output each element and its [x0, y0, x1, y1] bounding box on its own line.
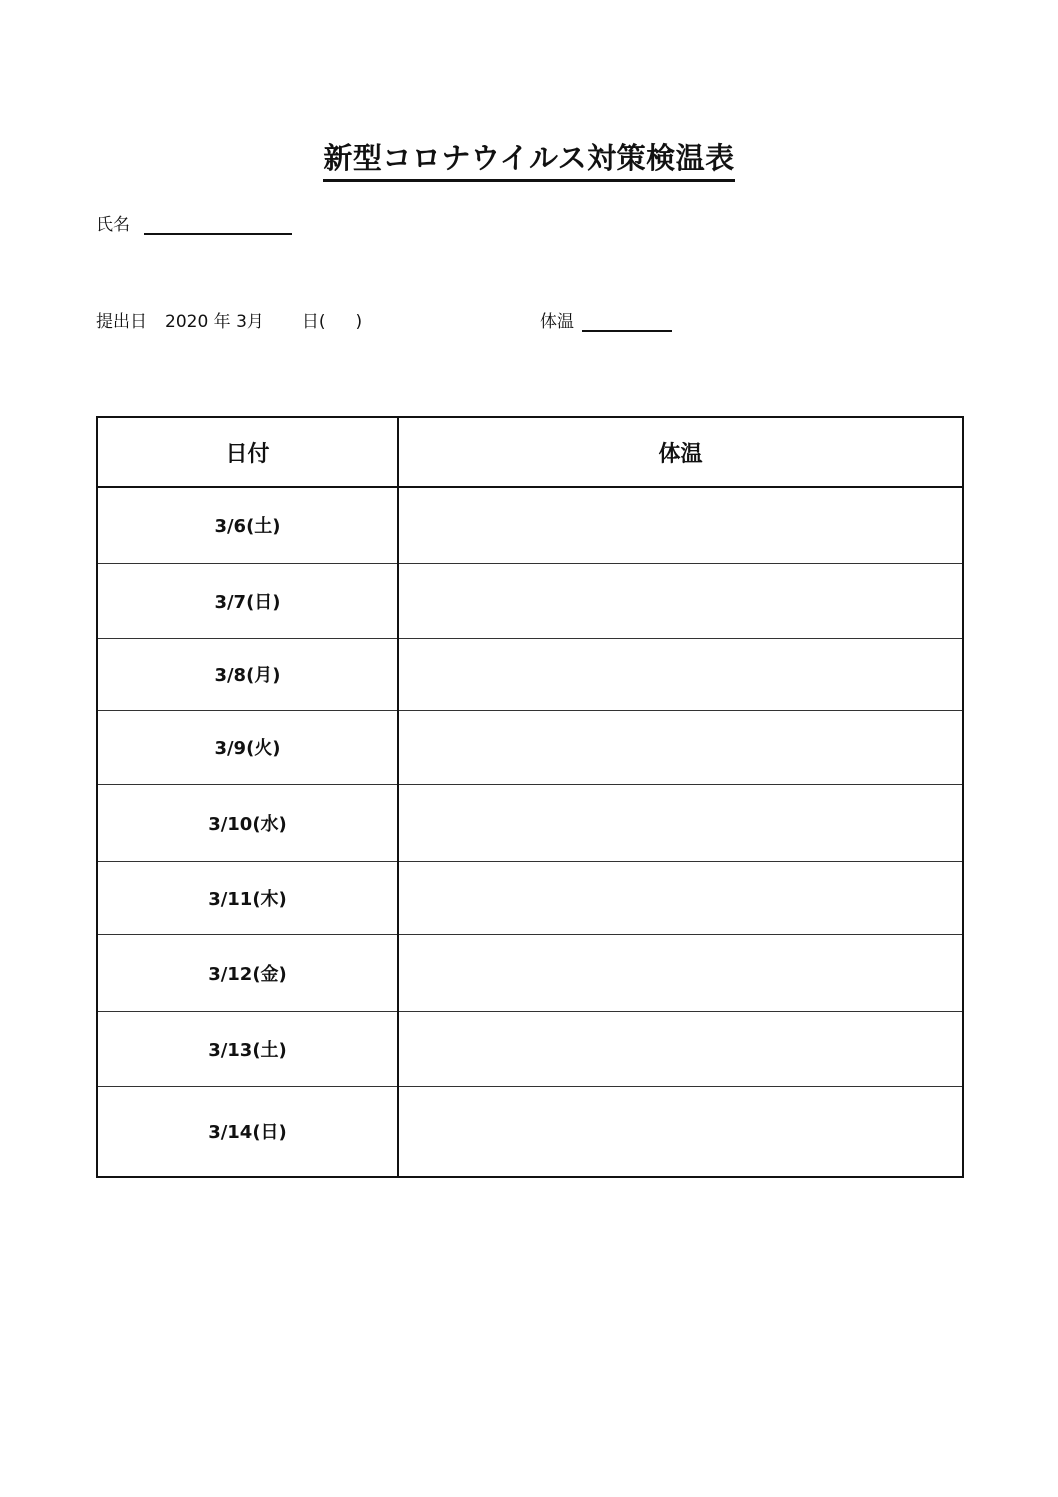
- date-cell: 3/7(日): [97, 563, 398, 638]
- table-row: [97, 934, 963, 1011]
- date-cell: 3/14(日): [97, 1086, 398, 1177]
- submit-date-label: 提出日: [96, 312, 147, 332]
- temperature-table: [96, 416, 964, 1178]
- submit-month: 3: [236, 312, 247, 332]
- date-cell: 3/13(土): [97, 1011, 398, 1086]
- table-row: [97, 638, 963, 710]
- temperature-cell[interactable]: [398, 784, 963, 861]
- temperature-blank[interactable]: [582, 310, 672, 332]
- table-row: [97, 563, 963, 638]
- temperature-cell[interactable]: [398, 487, 963, 563]
- temperature-row: [540, 307, 672, 332]
- date-cell: 3/12(金): [97, 934, 398, 1011]
- header-temperature: 体温: [398, 417, 963, 487]
- document-title: [0, 140, 1058, 182]
- name-label: 氏名: [96, 215, 130, 235]
- temperature-cell[interactable]: [398, 1086, 963, 1177]
- submit-day-suffix: 日(: [301, 312, 326, 332]
- submit-date-row: [96, 307, 362, 332]
- table-row: [97, 1086, 963, 1177]
- temperature-cell[interactable]: [398, 934, 963, 1011]
- date-cell: 3/9(火): [97, 710, 398, 784]
- submit-year: 2020: [165, 312, 209, 332]
- date-cell: 3/6(土): [97, 487, 398, 563]
- submit-month-suffix: 月: [246, 312, 264, 332]
- header-date: 日付: [97, 417, 398, 487]
- table-row: [97, 1011, 963, 1086]
- table-header-row: [97, 417, 963, 487]
- name-row: [96, 210, 292, 235]
- table-row: [97, 710, 963, 784]
- submit-close-paren: ): [355, 312, 363, 332]
- temperature-cell[interactable]: [398, 638, 963, 710]
- name-blank[interactable]: [144, 213, 292, 235]
- temperature-label: 体温: [540, 312, 574, 332]
- submit-year-suffix: 年: [213, 312, 231, 332]
- date-cell: 3/8(月): [97, 638, 398, 710]
- temperature-cell[interactable]: [398, 563, 963, 638]
- document-title-text: 新型コロナウイルス対策検温表: [323, 140, 734, 182]
- table-row: [97, 784, 963, 861]
- temperature-cell[interactable]: [398, 861, 963, 934]
- temperature-cell[interactable]: [398, 710, 963, 784]
- table-row: [97, 861, 963, 934]
- temperature-cell[interactable]: [398, 1011, 963, 1086]
- date-cell: 3/10(水): [97, 784, 398, 861]
- table-row: [97, 487, 963, 563]
- date-cell: 3/11(木): [97, 861, 398, 934]
